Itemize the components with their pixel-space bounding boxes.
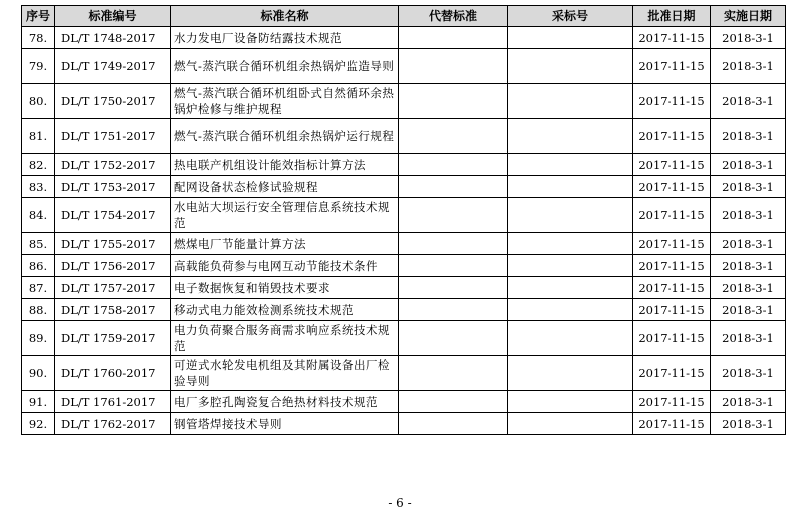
table-row [22, 321, 786, 356]
cell-code: DL/T 1759-2017 [55, 321, 171, 356]
cell-code: DL/T 1757-2017 [55, 277, 171, 299]
header-code: 标准编号 [55, 6, 171, 27]
page-number: - 6 - [388, 496, 412, 510]
cell-approve-date: 2017-11-15 [633, 255, 711, 277]
cell-name: 水电站大坝运行安全管理信息系统技术规范 [171, 198, 399, 233]
cell-adopt [508, 154, 633, 176]
cell-name: 可逆式水轮发电机组及其附属设备出厂检验导则 [171, 356, 399, 391]
cell-name: 电厂多腔孔陶瓷复合绝热材料技术规范 [171, 391, 399, 413]
cell-name: 水力发电厂设备防结露技术规范 [171, 27, 399, 49]
cell-replace [399, 299, 508, 321]
cell-name: 高载能负荷参与电网互动节能技术条件 [171, 255, 399, 277]
cell-replace [399, 27, 508, 49]
cell-implement-date: 2018-3-1 [711, 49, 786, 84]
cell-replace [399, 321, 508, 356]
header-seq: 序号 [22, 6, 55, 27]
table-row [22, 84, 786, 119]
header-replace: 代替标准 [399, 6, 508, 27]
cell-code: DL/T 1752-2017 [55, 154, 171, 176]
cell-adopt [508, 321, 633, 356]
cell-name: 电力负荷聚合服务商需求响应系统技术规范 [171, 321, 399, 356]
cell-implement-date: 2018-3-1 [711, 391, 786, 413]
table-row [22, 391, 786, 413]
cell-seq: 90. [22, 356, 55, 391]
cell-approve-date: 2017-11-15 [633, 413, 711, 435]
cell-implement-date: 2018-3-1 [711, 176, 786, 198]
cell-replace [399, 391, 508, 413]
cell-adopt [508, 27, 633, 49]
table-row [22, 27, 786, 49]
cell-replace [399, 176, 508, 198]
cell-replace [399, 255, 508, 277]
cell-approve-date: 2017-11-15 [633, 119, 711, 154]
cell-name: 配网设备状态检修试验规程 [171, 176, 399, 198]
table-row [22, 277, 786, 299]
cell-implement-date: 2018-3-1 [711, 119, 786, 154]
table-row [22, 356, 786, 391]
cell-approve-date: 2017-11-15 [633, 321, 711, 356]
cell-code: DL/T 1756-2017 [55, 255, 171, 277]
cell-seq: 92. [22, 413, 55, 435]
header-adopt: 采标号 [508, 6, 633, 27]
cell-approve-date: 2017-11-15 [633, 154, 711, 176]
cell-seq: 84. [22, 198, 55, 233]
cell-approve-date: 2017-11-15 [633, 176, 711, 198]
table-row [22, 233, 786, 255]
cell-code: DL/T 1751-2017 [55, 119, 171, 154]
header-name: 标准名称 [171, 6, 399, 27]
table-row [22, 413, 786, 435]
cell-adopt [508, 413, 633, 435]
cell-seq: 86. [22, 255, 55, 277]
cell-seq: 79. [22, 49, 55, 84]
table-header-row [22, 6, 786, 27]
table-row [22, 49, 786, 84]
cell-seq: 80. [22, 84, 55, 119]
cell-replace [399, 233, 508, 255]
cell-adopt [508, 255, 633, 277]
cell-adopt [508, 49, 633, 84]
cell-adopt [508, 84, 633, 119]
cell-name: 电子数据恢复和销毁技术要求 [171, 277, 399, 299]
cell-code: DL/T 1753-2017 [55, 176, 171, 198]
cell-adopt [508, 356, 633, 391]
cell-approve-date: 2017-11-15 [633, 198, 711, 233]
cell-approve-date: 2017-11-15 [633, 391, 711, 413]
table-row [22, 198, 786, 233]
table-row [22, 255, 786, 277]
cell-adopt [508, 277, 633, 299]
cell-code: DL/T 1748-2017 [55, 27, 171, 49]
cell-code: DL/T 1754-2017 [55, 198, 171, 233]
cell-seq: 91. [22, 391, 55, 413]
cell-approve-date: 2017-11-15 [633, 277, 711, 299]
header-approve-date: 批准日期 [633, 6, 711, 27]
cell-code: DL/T 1758-2017 [55, 299, 171, 321]
cell-adopt [508, 391, 633, 413]
table-row [22, 176, 786, 198]
cell-implement-date: 2018-3-1 [711, 255, 786, 277]
cell-adopt [508, 176, 633, 198]
cell-adopt [508, 299, 633, 321]
cell-implement-date: 2018-3-1 [711, 27, 786, 49]
cell-implement-date: 2018-3-1 [711, 277, 786, 299]
cell-seq: 87. [22, 277, 55, 299]
cell-implement-date: 2018-3-1 [711, 413, 786, 435]
header-implement-date: 实施日期 [711, 6, 786, 27]
cell-replace [399, 198, 508, 233]
cell-replace [399, 277, 508, 299]
cell-approve-date: 2017-11-15 [633, 233, 711, 255]
cell-seq: 89. [22, 321, 55, 356]
cell-name: 燃气-蒸汽联合循环机组余热锅炉运行规程 [171, 119, 399, 154]
cell-implement-date: 2018-3-1 [711, 84, 786, 119]
cell-adopt [508, 119, 633, 154]
cell-seq: 85. [22, 233, 55, 255]
standards-table [21, 5, 786, 435]
cell-seq: 88. [22, 299, 55, 321]
cell-replace [399, 413, 508, 435]
cell-replace [399, 49, 508, 84]
cell-code: DL/T 1749-2017 [55, 49, 171, 84]
cell-approve-date: 2017-11-15 [633, 49, 711, 84]
cell-seq: 83. [22, 176, 55, 198]
cell-seq: 82. [22, 154, 55, 176]
cell-implement-date: 2018-3-1 [711, 154, 786, 176]
cell-seq: 78. [22, 27, 55, 49]
cell-implement-date: 2018-3-1 [711, 299, 786, 321]
cell-code: DL/T 1760-2017 [55, 356, 171, 391]
cell-implement-date: 2018-3-1 [711, 356, 786, 391]
cell-name: 燃煤电厂节能量计算方法 [171, 233, 399, 255]
cell-replace [399, 154, 508, 176]
cell-implement-date: 2018-3-1 [711, 233, 786, 255]
cell-adopt [508, 198, 633, 233]
cell-name: 移动式电力能效检测系统技术规范 [171, 299, 399, 321]
cell-implement-date: 2018-3-1 [711, 198, 786, 233]
cell-approve-date: 2017-11-15 [633, 27, 711, 49]
cell-code: DL/T 1755-2017 [55, 233, 171, 255]
cell-approve-date: 2017-11-15 [633, 299, 711, 321]
cell-approve-date: 2017-11-15 [633, 356, 711, 391]
cell-name: 钢管塔焊接技术导则 [171, 413, 399, 435]
table-row [22, 119, 786, 154]
cell-replace [399, 356, 508, 391]
cell-adopt [508, 233, 633, 255]
cell-replace [399, 119, 508, 154]
cell-code: DL/T 1761-2017 [55, 391, 171, 413]
cell-approve-date: 2017-11-15 [633, 84, 711, 119]
cell-code: DL/T 1762-2017 [55, 413, 171, 435]
cell-code: DL/T 1750-2017 [55, 84, 171, 119]
cell-implement-date: 2018-3-1 [711, 321, 786, 356]
cell-replace [399, 84, 508, 119]
table-row [22, 299, 786, 321]
cell-seq: 81. [22, 119, 55, 154]
table-row [22, 154, 786, 176]
cell-name: 热电联产机组设计能效指标计算方法 [171, 154, 399, 176]
cell-name: 燃气-蒸汽联合循环机组余热锅炉监造导则 [171, 49, 399, 84]
cell-name: 燃气-蒸汽联合循环机组卧式自然循环余热锅炉检修与维护规程 [171, 84, 399, 119]
